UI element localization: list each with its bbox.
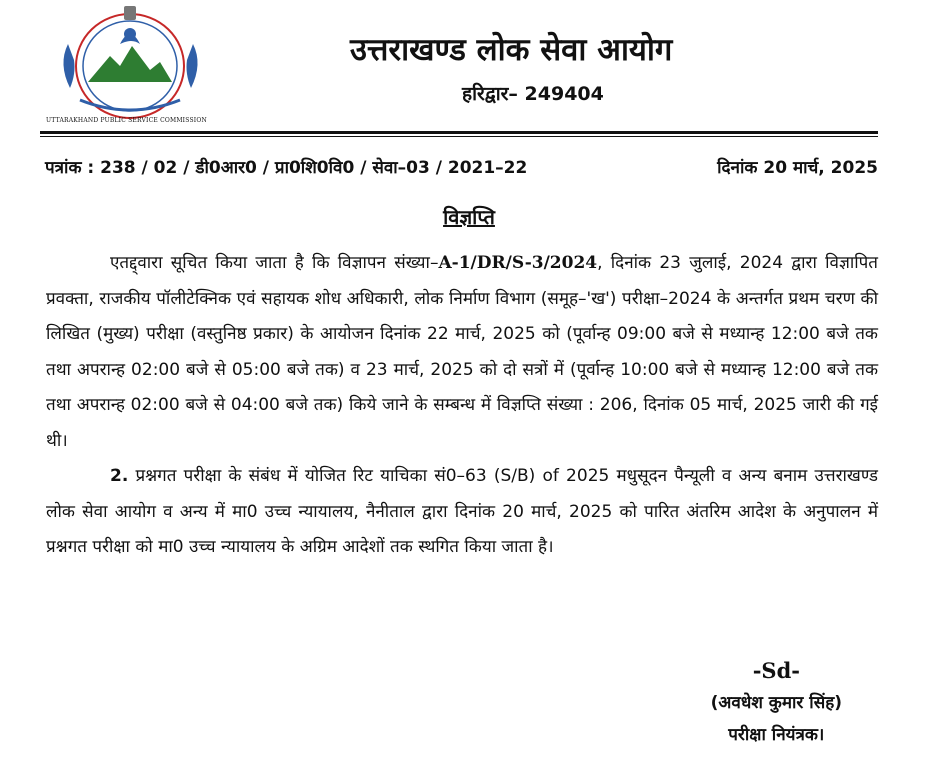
header-divider-thick [40,131,878,134]
paragraph-2-number: 2. [110,466,129,486]
commission-logo [58,4,203,124]
signatory-designation: परीक्षा नियंत्रक। [728,725,825,745]
paragraph-1-body: , दिनांक 23 जुलाई, 2024 द्वारा विज्ञापित प्रवक्ता, राजकीय पॉलीटेक्निक एवं सहायक शोध अधिकारी, लोक निर्माण विभाग (समूह–'ख') परीक्षा–2024 के अन्तर्गत प्रथम चरण की लिखित (मुख्य) परीक्षा (वस्तुनिष्ठ प्रकार) के आयोजन दिनांक 22 मार्च, 2025 को (पूर्वान्ह 09:00 बजे से मध्यान्ह 12:00 बजे तक तथा अपरान्ह 02:00 बजे से 05:00 बजे तक) व 23 मार्च, 2025 को दो सत्रों में (पूर्वान्ह 10:00 बजे से मध्यान्ह 12:00 बजे तक तथा अपरान्ह 02:00 बजे से 04:00 बजे तक) किये जाने के सम्बन्ध में विज्ञप्ति संख्या : 206, दिनांक 05 मार्च, 2025 जारी की गई थी। [46,253,879,451]
paragraph-1-intro: एतद्द्वारा सूचित किया जाता है कि विज्ञापन संख्या– [110,253,439,273]
reference-date: दिनांक 20 मार्च, 2025 [717,158,878,178]
notice-paragraph-1 [46,246,878,459]
logo-caption: UTTARAKHAND PUBLIC SERVICE COMMISSION [46,117,207,124]
advertisement-number: A-1/DR/S-3/2024 [438,253,598,273]
signature-block [711,655,842,751]
notice-heading: विज्ञप्ति [443,205,495,229]
address-city: हरिद्वार– [462,83,518,105]
signatory-name: (अवधेश कुमार सिंह) [710,693,842,713]
paragraph-2-body: प्रश्नगत परीक्षा के संबंध में योजित रिट याचिका सं0–63 (S/B) of 2025 मधुसूदन पैन्यूली व अन्य बनाम उत्तराखण्ड लोक सेवा आयोग व अन्य में मा0 उच्च न्यायालय, नैनीताल द्वारा दिनांक 20 मार्च, 2025 को पारित अंतरिम आदेश के अनुपालन में प्रश्नगत परीक्षा को मा0 उच्च न्यायालय के अग्रिम आदेशों तक स्थगित किया जाता है। [46,466,878,557]
header-divider-thin [40,136,878,137]
reference-number: पत्रांक : 238 / 02 / डी0आर0 / प्रा0शि0वि0 / सेवा–03 / 2021–22 [45,158,528,178]
organization-title: उत्तराखण्ड लोक सेवा आयोग [350,32,673,68]
address-pincode: 249404 [524,83,604,105]
notice-paragraph-2 [46,459,878,566]
signature-sd: -Sd- [752,658,800,683]
organization-address [462,80,604,106]
notice-body [46,246,878,566]
